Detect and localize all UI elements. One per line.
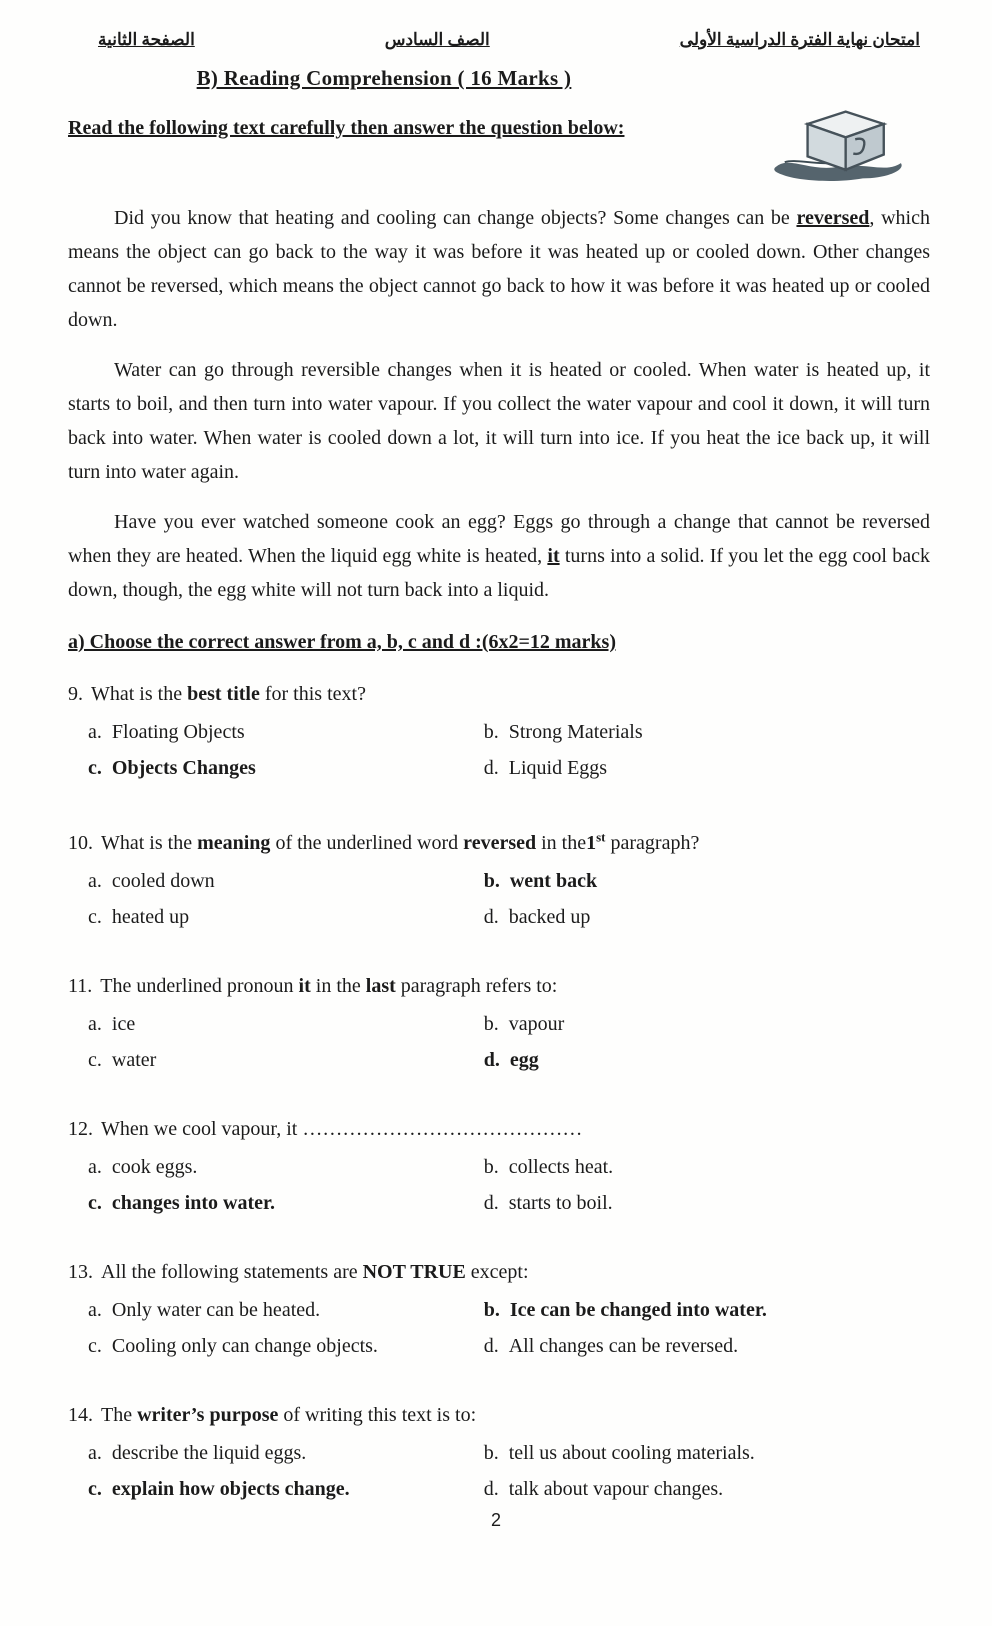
option-a <box>88 1437 484 1470</box>
option-label: All changes can be reversed. <box>508 1334 739 1357</box>
option-label: tell us about cooling materials. <box>508 1441 755 1464</box>
option-key: a. <box>88 721 102 743</box>
options-grid <box>68 716 930 785</box>
question-number: 12. <box>68 1117 93 1140</box>
question-number: 11. <box>68 974 93 997</box>
question-text <box>68 821 930 859</box>
options-grid <box>68 1008 930 1077</box>
options-grid <box>68 1151 930 1220</box>
reading-passage <box>68 201 930 607</box>
option-key: a. <box>88 1298 102 1321</box>
option-c <box>88 1330 484 1363</box>
part-a-heading: a) Choose the correct answer from a, b, c and d :(6x2=12 marks) <box>68 631 616 653</box>
question-13 <box>68 1256 930 1363</box>
option-key: a. <box>88 869 102 892</box>
option-label: ice <box>111 1012 136 1035</box>
option-key: b. <box>483 1298 500 1321</box>
option-label: Cooling only can change objects. <box>111 1334 378 1357</box>
question-text <box>68 1399 930 1431</box>
option-d <box>484 901 930 934</box>
question-11 <box>68 970 930 1077</box>
option-label: went back <box>509 869 598 892</box>
page-number: 2 <box>490 1509 501 1530</box>
passage-paragraph-2: Water can go through reversible changes when it is heated or cooled. When water is heated up, it starts to boil, and then turn into water vapour. If you collect the water vapour and cool it down, it will turn back into water. When water is cooled down a lot, it will turn into ice. If you heat the ice back up, it will turn into water again. <box>68 359 930 483</box>
option-label: Only water can be heated. <box>111 1298 321 1321</box>
option-key: c. <box>88 1191 102 1214</box>
instruction-row <box>68 105 930 185</box>
option-key: c. <box>88 1048 102 1071</box>
option-label: Liquid Eggs <box>508 757 608 779</box>
option-c <box>88 752 484 785</box>
option-b <box>484 716 930 749</box>
option-label: water <box>111 1048 157 1071</box>
option-key: b. <box>483 1012 499 1035</box>
option-key: b. <box>483 869 500 892</box>
question-stem: The underlined pronoun it in the last paragraph refers to: <box>100 974 558 997</box>
question-number: 9. <box>68 683 83 705</box>
question-number: 10. <box>68 831 93 854</box>
page-header <box>68 30 930 50</box>
question-number: 14. <box>68 1403 93 1426</box>
header-page-label: الصفحة الثانية <box>98 30 195 49</box>
option-d <box>484 1044 930 1077</box>
question-text <box>68 970 930 1002</box>
option-label: collects heat. <box>508 1155 614 1178</box>
question-9 <box>68 678 930 785</box>
option-b <box>484 1008 930 1041</box>
instruction-text: Read the following text carefully then answer the question below: <box>68 117 625 139</box>
option-label: starts to boil. <box>508 1191 613 1214</box>
option-c <box>88 1044 484 1077</box>
question-text <box>68 678 930 710</box>
option-a <box>88 1294 484 1327</box>
option-b <box>484 1151 930 1184</box>
option-label: cooled down <box>111 869 215 892</box>
option-b <box>484 1294 930 1327</box>
option-key: a. <box>88 1155 102 1178</box>
question-stem: When we cool vapour, it …………………………………… <box>101 1117 583 1140</box>
option-key: d. <box>483 1048 500 1071</box>
option-label: backed up <box>508 905 591 928</box>
header-class-label: الصف السادس <box>384 30 490 49</box>
option-a <box>88 1008 484 1041</box>
option-b <box>484 865 930 898</box>
option-key: d. <box>483 757 499 779</box>
option-a <box>88 1151 484 1184</box>
passage-paragraph-1: Did you know that heating and cooling can change objects? Some changes can be reversed, which means the object can go back to the way it was before it was heated up or cooled down. Other changes cannot be reversed, which means the object cannot go back to how it was before it was heated up or cooled down. <box>68 207 930 331</box>
option-d <box>484 1473 930 1506</box>
option-label: egg <box>509 1048 539 1071</box>
option-c <box>88 901 484 934</box>
passage-paragraph-3: Have you ever watched someone cook an egg? Eggs go through a change that cannot be reversed when they are heated. When the liquid egg white is heated, it turns into a solid. If you let the egg cool back down, though, the egg white will not turn back into a liquid. <box>68 511 930 601</box>
option-label: Ice can be changed into water. <box>509 1298 767 1321</box>
option-key: c. <box>88 757 102 779</box>
option-d <box>484 1187 930 1220</box>
option-key: a. <box>88 1441 102 1464</box>
ice-cube-image <box>764 105 914 185</box>
option-label: explain how objects change. <box>111 1477 350 1500</box>
question-number: 13. <box>68 1260 93 1283</box>
option-key: c. <box>88 905 102 928</box>
question-12 <box>68 1113 930 1220</box>
option-c <box>88 1187 484 1220</box>
option-key: d. <box>483 905 499 928</box>
header-exam-label: امتحان نهاية الفترة الدراسية الأولى <box>679 30 920 49</box>
option-label: changes into water. <box>111 1191 276 1214</box>
option-label: vapour <box>508 1012 565 1035</box>
option-key: b. <box>483 721 499 743</box>
option-key: b. <box>483 1155 499 1178</box>
option-a <box>88 716 484 749</box>
question-14 <box>68 1399 930 1506</box>
option-label: talk about vapour changes. <box>508 1477 724 1500</box>
option-label: Floating Objects <box>111 721 245 743</box>
option-key: a. <box>88 1012 102 1035</box>
option-label: heated up <box>111 905 190 928</box>
question-stem: The writer’s purpose of writing this text is to: <box>101 1403 477 1426</box>
options-grid <box>68 1437 930 1506</box>
option-label: Strong Materials <box>508 721 643 743</box>
option-key: c. <box>88 1334 102 1357</box>
options-grid <box>68 865 930 934</box>
question-stem: What is the meaning of the underlined word reversed in the1st paragraph? <box>101 829 700 854</box>
option-key: d. <box>483 1191 499 1214</box>
option-key: c. <box>88 1477 102 1500</box>
option-key: d. <box>483 1477 499 1500</box>
option-b <box>484 1437 930 1470</box>
option-label: Objects Changes <box>111 757 256 779</box>
option-d <box>484 1330 930 1363</box>
question-10 <box>68 821 930 934</box>
section-title: B) Reading Comprehension ( 16 Marks ) <box>196 66 572 90</box>
question-stem: All the following statements are NOT TRUE except: <box>101 1260 529 1283</box>
question-text <box>68 1256 930 1288</box>
option-label: describe the liquid eggs. <box>111 1441 307 1464</box>
option-c <box>88 1473 484 1506</box>
option-d <box>484 752 930 785</box>
option-label: cook eggs. <box>111 1155 198 1178</box>
option-key: b. <box>483 1441 499 1464</box>
option-key: d. <box>483 1334 499 1357</box>
question-text <box>68 1113 930 1145</box>
question-stem: What is the best title for this text? <box>91 683 366 705</box>
options-grid <box>68 1294 930 1363</box>
option-a <box>88 865 484 898</box>
